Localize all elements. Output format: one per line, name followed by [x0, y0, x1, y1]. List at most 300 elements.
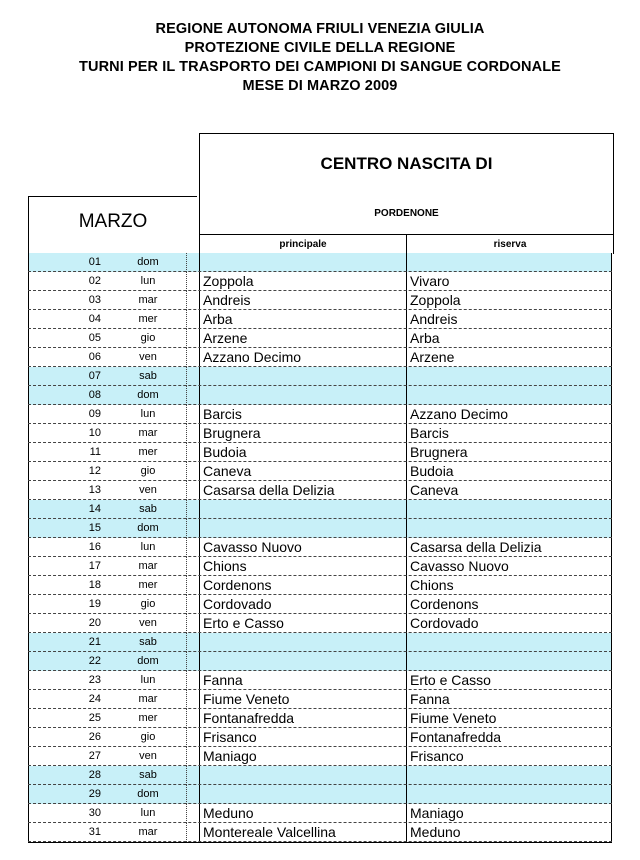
column-divider — [186, 481, 187, 500]
riserva-cell — [410, 253, 610, 272]
column-divider — [199, 804, 200, 823]
column-divider — [28, 443, 29, 462]
column-divider — [199, 386, 200, 405]
principale-cell — [203, 519, 403, 538]
column-divider — [406, 709, 407, 728]
column-divider — [28, 386, 29, 405]
table-row — [28, 690, 612, 709]
column-divider — [199, 348, 200, 367]
table-row — [28, 785, 612, 804]
table-row — [28, 538, 612, 557]
table-row — [28, 728, 612, 747]
principale-cell: Cavasso Nuovo — [203, 539, 302, 555]
column-divider — [611, 329, 612, 348]
column-divider — [406, 690, 407, 709]
day-number: 27 — [88, 750, 101, 762]
day-of-week: dom — [137, 522, 159, 534]
column-divider — [406, 576, 407, 595]
column-divider — [28, 652, 29, 671]
principale-cell: Azzano Decimo — [203, 349, 302, 365]
day-of-week: dom — [137, 655, 159, 667]
column-divider — [186, 690, 187, 709]
column-divider — [611, 519, 612, 538]
column-divider — [28, 823, 29, 842]
riserva-cell: Chions — [410, 577, 454, 593]
column-divider — [186, 424, 187, 443]
column-divider — [28, 405, 29, 424]
table-bottom-border — [28, 842, 612, 843]
riserva-cell: Budoia — [410, 463, 454, 479]
month-column-header — [28, 196, 197, 253]
column-divider — [611, 595, 612, 614]
column-divider — [28, 291, 29, 310]
column-divider — [611, 424, 612, 443]
principale-cell: Andreis — [203, 292, 251, 308]
header-month: MESE DI MARZO 2009 — [242, 78, 398, 94]
column-divider — [199, 595, 200, 614]
column-divider — [611, 633, 612, 652]
column-divider — [28, 253, 29, 272]
riserva-cell: Fiume Veneto — [410, 710, 497, 726]
column-divider — [186, 747, 187, 766]
principale-cell: Casarsa della Delizia — [203, 482, 335, 498]
column-divider — [186, 329, 187, 348]
column-divider — [28, 785, 29, 804]
principale-cell: Caneva — [203, 463, 252, 479]
table-row — [28, 747, 612, 766]
principale-cell — [203, 652, 403, 671]
column-divider — [611, 804, 612, 823]
day-number: 03 — [88, 294, 101, 306]
column-divider — [611, 728, 612, 747]
header-subject: TURNI PER IL TRASPORTO DEI CAMPIONI DI SANGUE CORDONALE — [79, 59, 561, 75]
column-divider — [406, 291, 407, 310]
column-divider — [406, 747, 407, 766]
column-divider — [199, 367, 200, 386]
table-row — [28, 557, 612, 576]
column-divider — [186, 367, 187, 386]
column-divider — [28, 538, 29, 557]
column-divider — [28, 614, 29, 633]
day-of-week: lun — [140, 541, 156, 553]
table-row — [28, 329, 612, 348]
riserva-cell — [410, 500, 610, 519]
day-of-week: sab — [139, 370, 157, 382]
principale-cell: Fiume Veneto — [203, 691, 290, 707]
column-divider — [199, 823, 200, 842]
column-divider — [611, 481, 612, 500]
table-row — [28, 823, 612, 842]
principale-cell — [203, 367, 403, 386]
column-divider — [186, 728, 187, 747]
column-divider — [199, 633, 200, 652]
day-of-week: lun — [140, 275, 156, 287]
day-of-week: mar — [138, 693, 158, 705]
column-divider — [28, 272, 29, 291]
riserva-cell — [410, 367, 610, 386]
principale-cell: Chions — [203, 558, 247, 574]
center-name: PORDENONE — [374, 208, 439, 219]
column-divider — [186, 272, 187, 291]
column-divider — [406, 538, 407, 557]
column-divider — [199, 329, 200, 348]
column-header-riserva: riserva — [493, 239, 527, 250]
column-divider — [199, 310, 200, 329]
day-of-week: gio — [140, 332, 156, 344]
principale-cell — [203, 633, 403, 652]
riserva-cell: Barcis — [410, 425, 449, 441]
column-divider — [611, 253, 612, 272]
riserva-cell — [410, 652, 610, 671]
column-divider — [406, 424, 407, 443]
riserva-cell: Zoppola — [410, 292, 461, 308]
center-title: CENTRO NASCITA DI — [320, 154, 493, 173]
column-divider — [199, 576, 200, 595]
column-divider — [186, 443, 187, 462]
column-divider — [28, 519, 29, 538]
column-divider — [199, 253, 200, 272]
column-divider — [199, 424, 200, 443]
day-number: 17 — [88, 560, 101, 572]
principale-cell: Arba — [203, 311, 233, 327]
column-divider — [406, 272, 407, 291]
day-number: 01 — [88, 256, 101, 268]
column-divider — [406, 804, 407, 823]
day-of-week: lun — [140, 408, 156, 420]
column-divider — [611, 766, 612, 785]
day-number: 08 — [88, 389, 101, 401]
column-divider — [406, 405, 407, 424]
column-divider — [611, 348, 612, 367]
column-divider — [611, 291, 612, 310]
column-divider — [186, 519, 187, 538]
principale-cell: Erto e Casso — [203, 615, 284, 631]
table-row — [28, 443, 612, 462]
column-divider — [406, 310, 407, 329]
riserva-cell: Erto e Casso — [410, 672, 491, 688]
day-of-week: gio — [140, 731, 156, 743]
table-row — [28, 272, 612, 291]
riserva-cell: Meduno — [410, 824, 461, 840]
column-divider — [186, 291, 187, 310]
column-divider — [199, 690, 200, 709]
column-divider — [406, 766, 407, 785]
day-of-week: ven — [139, 484, 157, 496]
column-headers — [200, 234, 613, 255]
principale-cell: Frisanco — [203, 729, 257, 745]
column-divider — [611, 367, 612, 386]
table-row — [28, 386, 612, 405]
column-divider — [28, 709, 29, 728]
day-of-week: dom — [137, 788, 159, 800]
column-divider — [28, 329, 29, 348]
table-row — [28, 424, 612, 443]
column-divider — [28, 595, 29, 614]
table-row — [28, 367, 612, 386]
column-divider — [199, 671, 200, 690]
day-number: 04 — [88, 313, 101, 325]
column-divider — [199, 728, 200, 747]
principale-cell — [203, 785, 403, 804]
column-divider — [186, 652, 187, 671]
column-divider — [611, 576, 612, 595]
column-divider — [28, 671, 29, 690]
column-divider — [28, 367, 29, 386]
day-of-week: sab — [139, 636, 157, 648]
day-of-week: ven — [139, 617, 157, 629]
column-divider — [611, 405, 612, 424]
table-row — [28, 576, 612, 595]
day-number: 09 — [88, 408, 101, 420]
column-divider — [186, 405, 187, 424]
table-row — [28, 291, 612, 310]
column-divider — [199, 709, 200, 728]
principale-cell: Montereale Valcellina — [203, 824, 336, 840]
column-divider — [186, 633, 187, 652]
day-number: 24 — [88, 693, 101, 705]
principale-cell: Fontanafredda — [203, 710, 295, 726]
column-divider — [28, 690, 29, 709]
column-divider — [406, 329, 407, 348]
day-number: 18 — [88, 579, 101, 591]
column-divider — [186, 538, 187, 557]
column-divider — [186, 348, 187, 367]
column-divider — [611, 709, 612, 728]
table-row — [28, 253, 612, 272]
column-divider — [28, 728, 29, 747]
column-divider — [28, 500, 29, 519]
table-row — [28, 310, 612, 329]
principale-cell: Barcis — [203, 406, 242, 422]
column-divider — [199, 481, 200, 500]
column-divider — [406, 728, 407, 747]
riserva-cell: Cavasso Nuovo — [410, 558, 509, 574]
column-divider — [406, 481, 407, 500]
column-divider — [186, 709, 187, 728]
table-row — [28, 766, 612, 785]
table-row — [28, 348, 612, 367]
day-number: 31 — [88, 826, 101, 838]
column-divider — [199, 747, 200, 766]
day-of-week: gio — [140, 465, 156, 477]
table-row — [28, 462, 612, 481]
table-row — [28, 614, 612, 633]
riserva-cell — [410, 633, 610, 652]
column-divider — [406, 557, 407, 576]
principale-cell — [203, 386, 403, 405]
column-divider — [611, 614, 612, 633]
column-divider — [186, 804, 187, 823]
column-divider — [186, 785, 187, 804]
column-divider — [199, 462, 200, 481]
column-divider — [406, 462, 407, 481]
column-divider — [611, 386, 612, 405]
column-divider — [199, 557, 200, 576]
column-divider — [611, 462, 612, 481]
day-number: 30 — [88, 807, 101, 819]
table-row — [28, 481, 612, 500]
day-number: 10 — [88, 427, 101, 439]
column-divider — [406, 633, 407, 652]
riserva-cell: Cordenons — [410, 596, 479, 612]
column-divider — [611, 785, 612, 804]
column-divider — [406, 386, 407, 405]
column-divider — [199, 291, 200, 310]
column-divider — [28, 348, 29, 367]
day-number: 15 — [88, 522, 101, 534]
riserva-cell: Casarsa della Delizia — [410, 539, 542, 555]
column-divider — [186, 576, 187, 595]
day-number: 12 — [88, 465, 101, 477]
column-divider — [199, 272, 200, 291]
column-divider — [406, 253, 407, 272]
column-divider — [199, 405, 200, 424]
day-of-week: mer — [138, 313, 158, 325]
table-row — [28, 595, 612, 614]
day-number: 05 — [88, 332, 101, 344]
principale-cell — [203, 253, 403, 272]
column-divider — [406, 652, 407, 671]
column-divider — [611, 747, 612, 766]
column-divider — [406, 785, 407, 804]
riserva-cell: Brugnera — [410, 444, 468, 460]
day-number: 16 — [88, 541, 101, 553]
riserva-cell — [410, 386, 610, 405]
table-row — [28, 671, 612, 690]
riserva-cell — [410, 785, 610, 804]
day-of-week: mar — [138, 560, 158, 572]
column-divider — [611, 538, 612, 557]
riserva-cell — [410, 766, 610, 785]
riserva-cell: Fanna — [410, 691, 450, 707]
day-of-week: lun — [140, 807, 156, 819]
column-divider — [186, 595, 187, 614]
column-divider — [28, 633, 29, 652]
riserva-cell: Arba — [410, 330, 440, 346]
column-divider — [186, 253, 187, 272]
principale-cell: Cordovado — [203, 596, 272, 612]
column-divider — [406, 348, 407, 367]
table-row — [28, 500, 612, 519]
day-of-week: sab — [139, 769, 157, 781]
column-divider — [186, 766, 187, 785]
column-divider — [28, 766, 29, 785]
column-divider — [611, 690, 612, 709]
day-of-week: ven — [139, 351, 157, 363]
riserva-cell: Arzene — [410, 349, 455, 365]
column-divider — [28, 747, 29, 766]
column-divider — [186, 614, 187, 633]
principale-cell: Brugnera — [203, 425, 261, 441]
column-divider — [611, 652, 612, 671]
column-divider — [28, 310, 29, 329]
day-number: 26 — [88, 731, 101, 743]
day-of-week: mar — [138, 826, 158, 838]
table-row — [28, 519, 612, 538]
column-divider — [406, 671, 407, 690]
day-of-week: dom — [137, 389, 159, 401]
day-number: 11 — [89, 446, 101, 458]
day-of-week: mar — [138, 427, 158, 439]
day-of-week: ven — [139, 750, 157, 762]
principale-cell: Budoia — [203, 444, 247, 460]
day-number: 13 — [88, 484, 101, 496]
column-divider — [199, 766, 200, 785]
column-divider — [406, 367, 407, 386]
header-department: PROTEZIONE CIVILE DELLA REGIONE — [184, 40, 456, 56]
riserva-cell: Maniago — [410, 805, 464, 821]
principale-cell: Arzene — [203, 330, 248, 346]
principale-cell: Fanna — [203, 672, 243, 688]
header-region: REGIONE AUTONOMA FRIULI VENEZIA GIULIA — [155, 21, 485, 37]
column-divider — [199, 519, 200, 538]
riserva-cell: Cordovado — [410, 615, 479, 631]
column-divider — [611, 272, 612, 291]
column-divider — [199, 443, 200, 462]
riserva-cell — [410, 519, 610, 538]
month-label: MARZO — [78, 211, 148, 232]
day-of-week: dom — [137, 256, 159, 268]
day-number: 19 — [88, 598, 101, 610]
day-number: 06 — [88, 351, 101, 363]
day-number: 22 — [88, 655, 101, 667]
day-of-week: mar — [138, 294, 158, 306]
column-divider — [186, 823, 187, 842]
day-number: 28 — [88, 769, 101, 781]
principale-cell: Cordenons — [203, 577, 272, 593]
column-divider — [186, 671, 187, 690]
principale-cell: Zoppola — [203, 273, 254, 289]
column-divider — [186, 500, 187, 519]
day-of-week: mer — [138, 446, 158, 458]
table-row — [28, 804, 612, 823]
column-divider — [406, 614, 407, 633]
column-divider — [28, 557, 29, 576]
column-divider — [186, 310, 187, 329]
column-divider — [611, 671, 612, 690]
column-divider — [186, 386, 187, 405]
principale-cell: Meduno — [203, 805, 254, 821]
column-divider — [611, 443, 612, 462]
column-divider — [28, 424, 29, 443]
riserva-cell: Frisanco — [410, 748, 464, 764]
day-of-week: lun — [140, 674, 156, 686]
table-row — [28, 405, 612, 424]
day-of-week: sab — [139, 503, 157, 515]
column-divider — [199, 785, 200, 804]
column-divider — [186, 557, 187, 576]
column-divider — [199, 538, 200, 557]
riserva-cell: Caneva — [410, 482, 459, 498]
column-divider — [199, 500, 200, 519]
day-of-week: mer — [138, 712, 158, 724]
day-number: 20 — [88, 617, 101, 629]
table-row — [28, 652, 612, 671]
table-row — [28, 633, 612, 652]
column-divider — [28, 804, 29, 823]
column-divider — [199, 614, 200, 633]
principale-cell — [203, 766, 403, 785]
column-divider — [28, 576, 29, 595]
column-divider — [611, 500, 612, 519]
column-divider — [199, 652, 200, 671]
day-number: 02 — [88, 275, 101, 287]
column-divider — [28, 462, 29, 481]
riserva-cell: Azzano Decimo — [410, 406, 509, 422]
day-number: 14 — [88, 503, 101, 515]
column-divider — [406, 500, 407, 519]
riserva-cell: Vivaro — [410, 273, 450, 289]
